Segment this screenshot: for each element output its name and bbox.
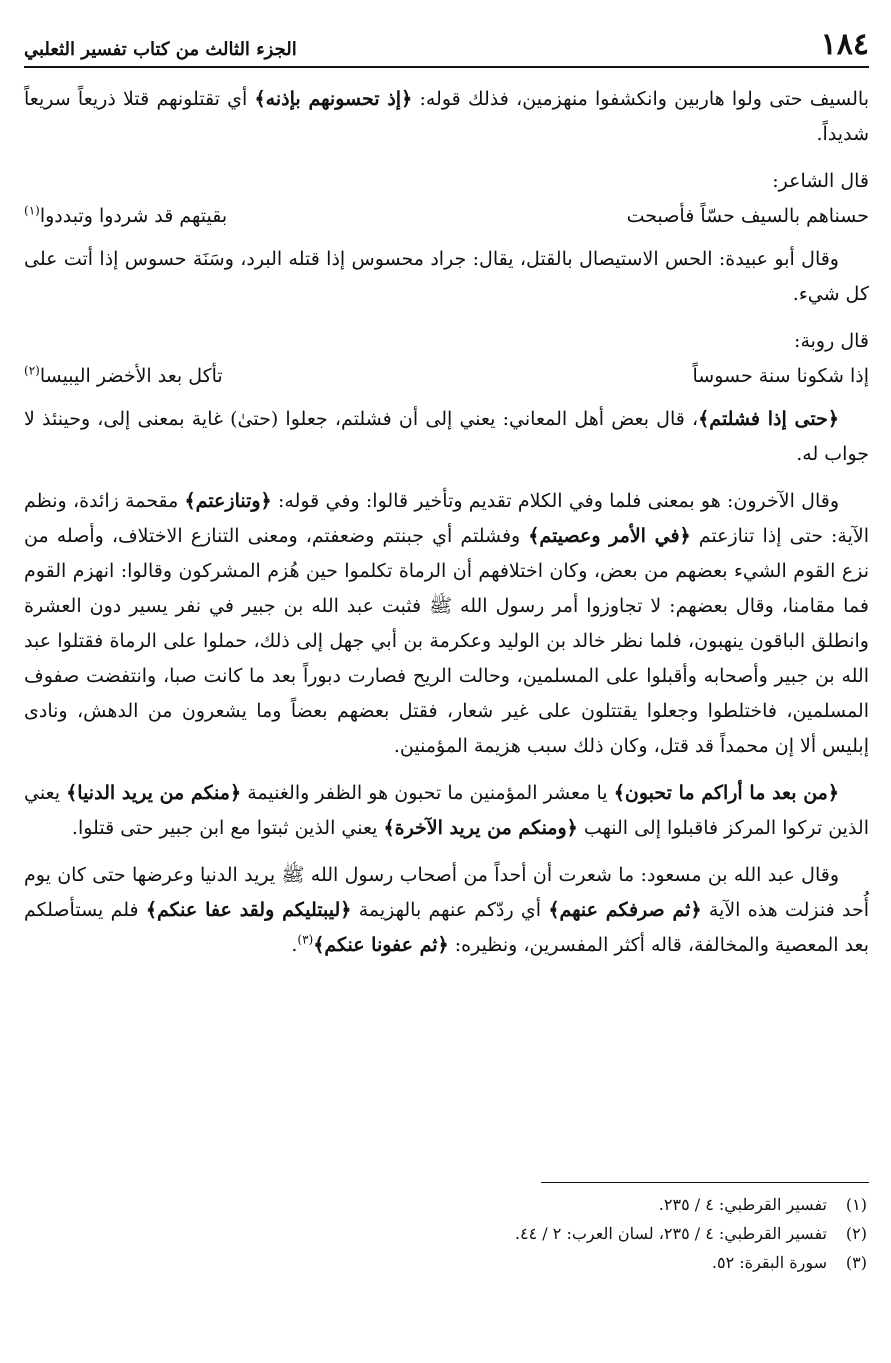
text: بقيتهم قد شردوا وتبددوا — [39, 205, 228, 227]
text: ، قال بعض أهل المعاني: يعني إلى أن فشلتم، جعلوا (حتىٰ) غاية بمعنى إلى، وحينئذ لا جواب له. — [24, 408, 869, 465]
footnote-number: (٢) — [845, 1224, 867, 1243]
page-header — [24, 18, 869, 68]
paragraph — [24, 402, 869, 472]
running-title: الجزء الثالث من كتاب تفسير الثعلبي — [24, 39, 297, 60]
footnote-text: سورة البقرة: ٥٢. — [711, 1253, 827, 1272]
verse-hemistich-first: إذا شكونا سنة حسوساً — [692, 365, 869, 387]
quran-quote: ﴿ليبتليكم ولقد عفا عنكم﴾ — [145, 899, 352, 921]
footnote-text: تفسير القرطبي: ٤ / ٢٣٥، لسان العرب: ٢ / ٤٤. — [514, 1224, 827, 1243]
paragraph — [24, 858, 869, 963]
footnote — [24, 1248, 867, 1277]
paragraph — [24, 82, 869, 152]
footnote-number: (٣) — [845, 1253, 867, 1272]
text: يا معشر المؤمنين ما تحبون هو الظفر والغنيمة — [241, 782, 614, 804]
verse-hemistich-first: حسناهم بالسيف حسّاً فأصبحت — [626, 205, 869, 227]
text: أي ردّكم عنهم بالهزيمة — [351, 899, 549, 921]
quran-quote: ﴿إذ تحسونهم بإذنه﴾ — [254, 88, 413, 110]
text: أي تقتلونهم قتلا ذريعاً سريعاً شديداً. — [24, 88, 869, 145]
quran-quote: ﴿ثم عفونا عنكم﴾ — [313, 934, 449, 956]
text: يعني الذين تركوا المركز فاقبلوا إلى النهب — [24, 782, 869, 839]
text: مقحمة زائدة، ونظم الآية: حتى إذا تنازعتم — [24, 490, 870, 547]
text: وفشلتم أي جبنتم وضعفتم، ومعنى التنازع الاختلاف، وأصله من نزع القوم الشيء بعضهم من بعض، وكان اختلافهم أن الرماة تكلموا حين هُزم المشركون وقالوا: انهزم القوم فما مقامنا، وقال بعضهم: لا تجاوزوا أمر رسول الله ﷺ فثبت عبد الله بن جبير في نفر يسير دون العشرة وانطلق الباقون ينهبون، فلما نظر خالد بن الوليد وعكرمة بن أبي جهل إلى ذلك، حملوا على الرماة فقتلوا عبد الله بن جبير وأصحابه وأقبلوا على المسلمين، وحالت الريح فصارت دبوراً بعد ما كانت صبا، وانتفضت صفوف المسلمين، فاختلطوا وجعلوا يقتتلون على غير شعار، فقتل بعضهم بعضاً وما يشعرون من الدهش، ونادى إبليس ألا إن محمداً قد قتل، وكان ذلك سبب هزيمة المؤمنين. — [24, 525, 869, 757]
quran-quote: ﴿منكم من يريد الدنيا﴾ — [66, 782, 242, 804]
quran-quote: ﴿في الأمر وعصيتم﴾ — [528, 525, 691, 547]
poet-intro: قال روبة: — [794, 330, 869, 352]
quran-quote: ﴿ثم صرفكم عنهم﴾ — [548, 899, 702, 921]
quran-quote: ﴿وتنازعتم﴾ — [184, 490, 272, 512]
page-number: ١٨٤ — [820, 27, 869, 62]
quran-quote: ﴿من بعد ما أراكم ما تحبون﴾ — [613, 782, 839, 804]
text: وقال عبد الله بن مسعود: ما شعرت أن أحداً من أصحاب رسول الله ﷺ يريد الدنيا وعرضها حتى كان يوم أُحد فنزلت هذه الآية — [24, 864, 869, 921]
footnotes — [24, 1190, 867, 1277]
paragraph — [24, 776, 869, 846]
verse-hemistich-second — [24, 359, 223, 394]
text: بالسيف حتى ولوا هاربين وانكشفوا منهزمين، فذلك قوله: — [412, 88, 869, 110]
poet-intro: قال الشاعر: — [772, 170, 869, 192]
text: يعني الذين ثبتوا مع ابن جبير حتى قتلوا. — [71, 817, 384, 839]
text: فلم يستأصلكم بعد المعصية والمخالفة، قاله أكثر المفسرين، ونظيره: — [24, 899, 869, 956]
footnote-ref: (٣) — [297, 932, 314, 947]
verse-hemistich-second — [24, 199, 227, 234]
text: وقال الآخرون: هو بمعنى فلما وفي الكلام تقديم وتأخير قالوا: وفي قوله: — [271, 490, 839, 512]
paragraph: وقال أبو عبيدة: الحس الاستيصال بالقتل، يقال: جراد محسوس إذا قتله البرد، وسَنَة حسوس إذا أتت على كل شيء. — [24, 248, 869, 305]
footnote — [24, 1219, 867, 1248]
footnote-ref: (١) — [24, 203, 40, 218]
footnote-divider — [541, 1182, 869, 1183]
footnote — [24, 1190, 867, 1219]
text: . — [291, 934, 298, 956]
poem-verse — [24, 199, 869, 234]
footnote-ref: (٢) — [24, 363, 40, 378]
footnote-text: تفسير القرطبي: ٤ / ٢٣٥. — [658, 1195, 827, 1214]
quran-quote: ﴿حتى إذا فشلتم﴾ — [698, 408, 839, 430]
paragraph — [24, 484, 869, 764]
text: تأكل بعد الأخضر اليبيسا — [39, 365, 223, 387]
page-body — [24, 82, 869, 975]
footnote-number: (١) — [845, 1195, 867, 1214]
poem-verse — [24, 359, 869, 394]
quran-quote: ﴿ومنكم من يريد الآخرة﴾ — [383, 817, 578, 839]
